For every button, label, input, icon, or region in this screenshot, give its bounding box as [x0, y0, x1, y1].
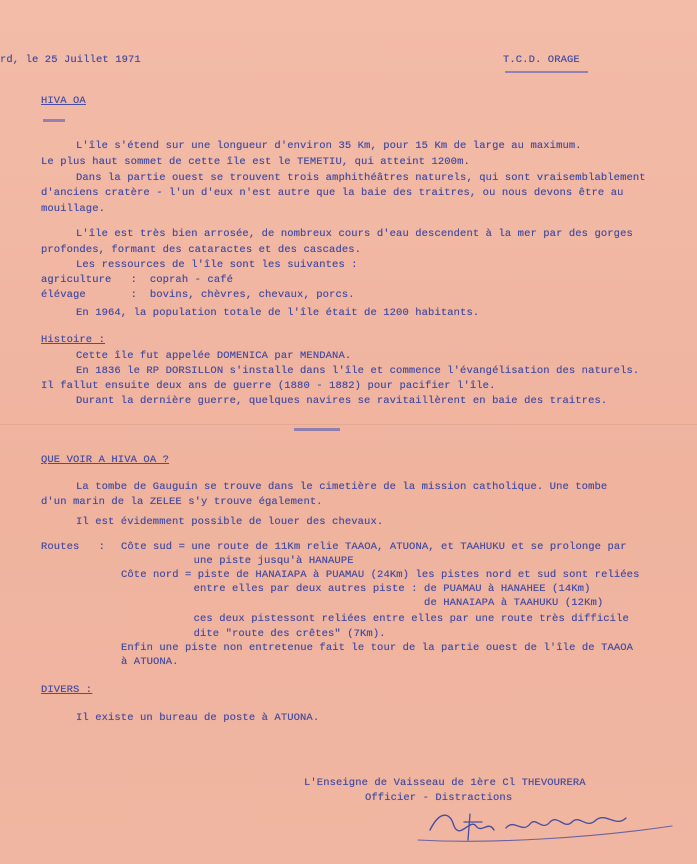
route-line: ces deux pistessont reliées entre elles par une route très difficile	[168, 613, 629, 625]
routes-label: Routes :	[41, 541, 106, 553]
route-line: Côte nord = piste de HANAIAPA à PUAMAU (24Km) les pistes nord et sud sont reliées	[121, 569, 640, 581]
intro-line: L'île s'étend sur une longueur d'environ 35 Km, pour 15 Km de large au maximum.	[76, 140, 582, 152]
route-line: entre elles par deux autres piste : de PUAMAU à HANAHEE (14Km)	[168, 583, 591, 595]
route-line: Enfin une piste non entretenue fait le tour de la partie ouest de l'île de TAAOA	[121, 642, 634, 654]
chevaux-line: Il est évidemment possible de louer des chevaux.	[76, 516, 384, 528]
route-line: à ATUONA.	[121, 656, 179, 668]
divers-heading: DIVERS :	[41, 684, 93, 696]
divers-line: Il existe un bureau de poste à ATUONA.	[76, 712, 320, 724]
ship-underline	[505, 71, 588, 73]
intro-line: d'anciens cratère - l'un d'eux n'est autre que la baie des traitres, ou nous devons être au	[41, 187, 624, 199]
document-title: HIVA OA	[41, 95, 86, 107]
route-line: Côte sud = une route de 11Km relie TAAOA, ATUONA, et TAAHUKU et se prolonge par	[121, 541, 627, 553]
histoire-heading: Histoire :	[41, 334, 106, 346]
route-line: de HANAIAPA à TAAHUKU (12Km)	[168, 597, 604, 609]
ship-name: T.C.D. ORAGE	[503, 54, 580, 66]
water-line: L'île est très bien arrosée, de nombreux cours d'eau descendent à la mer par des gorges	[76, 228, 633, 240]
histoire-line: Durant la dernière guerre, quelques navires se ravitaillèrent en baie des traitres.	[76, 395, 608, 407]
resources-intro: Les ressources de l'île sont les suivantes :	[76, 259, 358, 271]
intro-line: Le plus haut sommet de cette île est le TEMETIU, qui atteint 1200m.	[41, 156, 470, 168]
gauguin-line: La tombe de Gauguin se trouve dans le cimetière de la mission catholique. Une tombe	[76, 481, 608, 493]
section-separator	[294, 428, 340, 431]
water-line: profondes, formant des cataractes et des cascades.	[41, 244, 362, 256]
resource-row: élévage : bovins, chèvres, chevaux, porcs.	[41, 289, 355, 301]
intro-line: Dans la partie ouest se trouvent trois amphithéâtres naturels, qui sont vraisemblablement	[76, 172, 646, 184]
resource-row: agriculture : coprah - café	[41, 274, 234, 286]
que-voir-heading: QUE VOIR A HIVA OA ?	[41, 454, 170, 466]
title-rule	[43, 119, 65, 122]
signature-role: Officier - Distractions	[365, 792, 513, 804]
signature-title: L'Enseigne de Vaisseau de 1ère Cl THEVOURERA	[304, 777, 586, 789]
intro-line: mouillage.	[41, 203, 106, 215]
histoire-line: Il fallut ensuite deux ans de guerre (1880 - 1882) pour pacifier l'île.	[41, 380, 496, 392]
histoire-line: En 1836 le RP DORSILLON s'installe dans l'île et commence l'évangélisation des naturels.	[76, 365, 640, 377]
handwritten-signature	[410, 800, 680, 850]
place-date: rd, le 25 Juillet 1971	[0, 54, 141, 66]
population-line: En 1964, la population totale de l'île était de 1200 habitants.	[76, 307, 480, 319]
gauguin-line: d'un marin de la ZELEE s'y trouve également.	[41, 496, 323, 508]
route-line: une piste jusqu'à HANAUPE	[168, 555, 354, 567]
histoire-line: Cette île fut appelée DOMENICA par MENDANA.	[76, 350, 352, 362]
fold-line	[0, 424, 697, 425]
route-line: dite "route des crêtes" (7Km).	[168, 628, 386, 640]
